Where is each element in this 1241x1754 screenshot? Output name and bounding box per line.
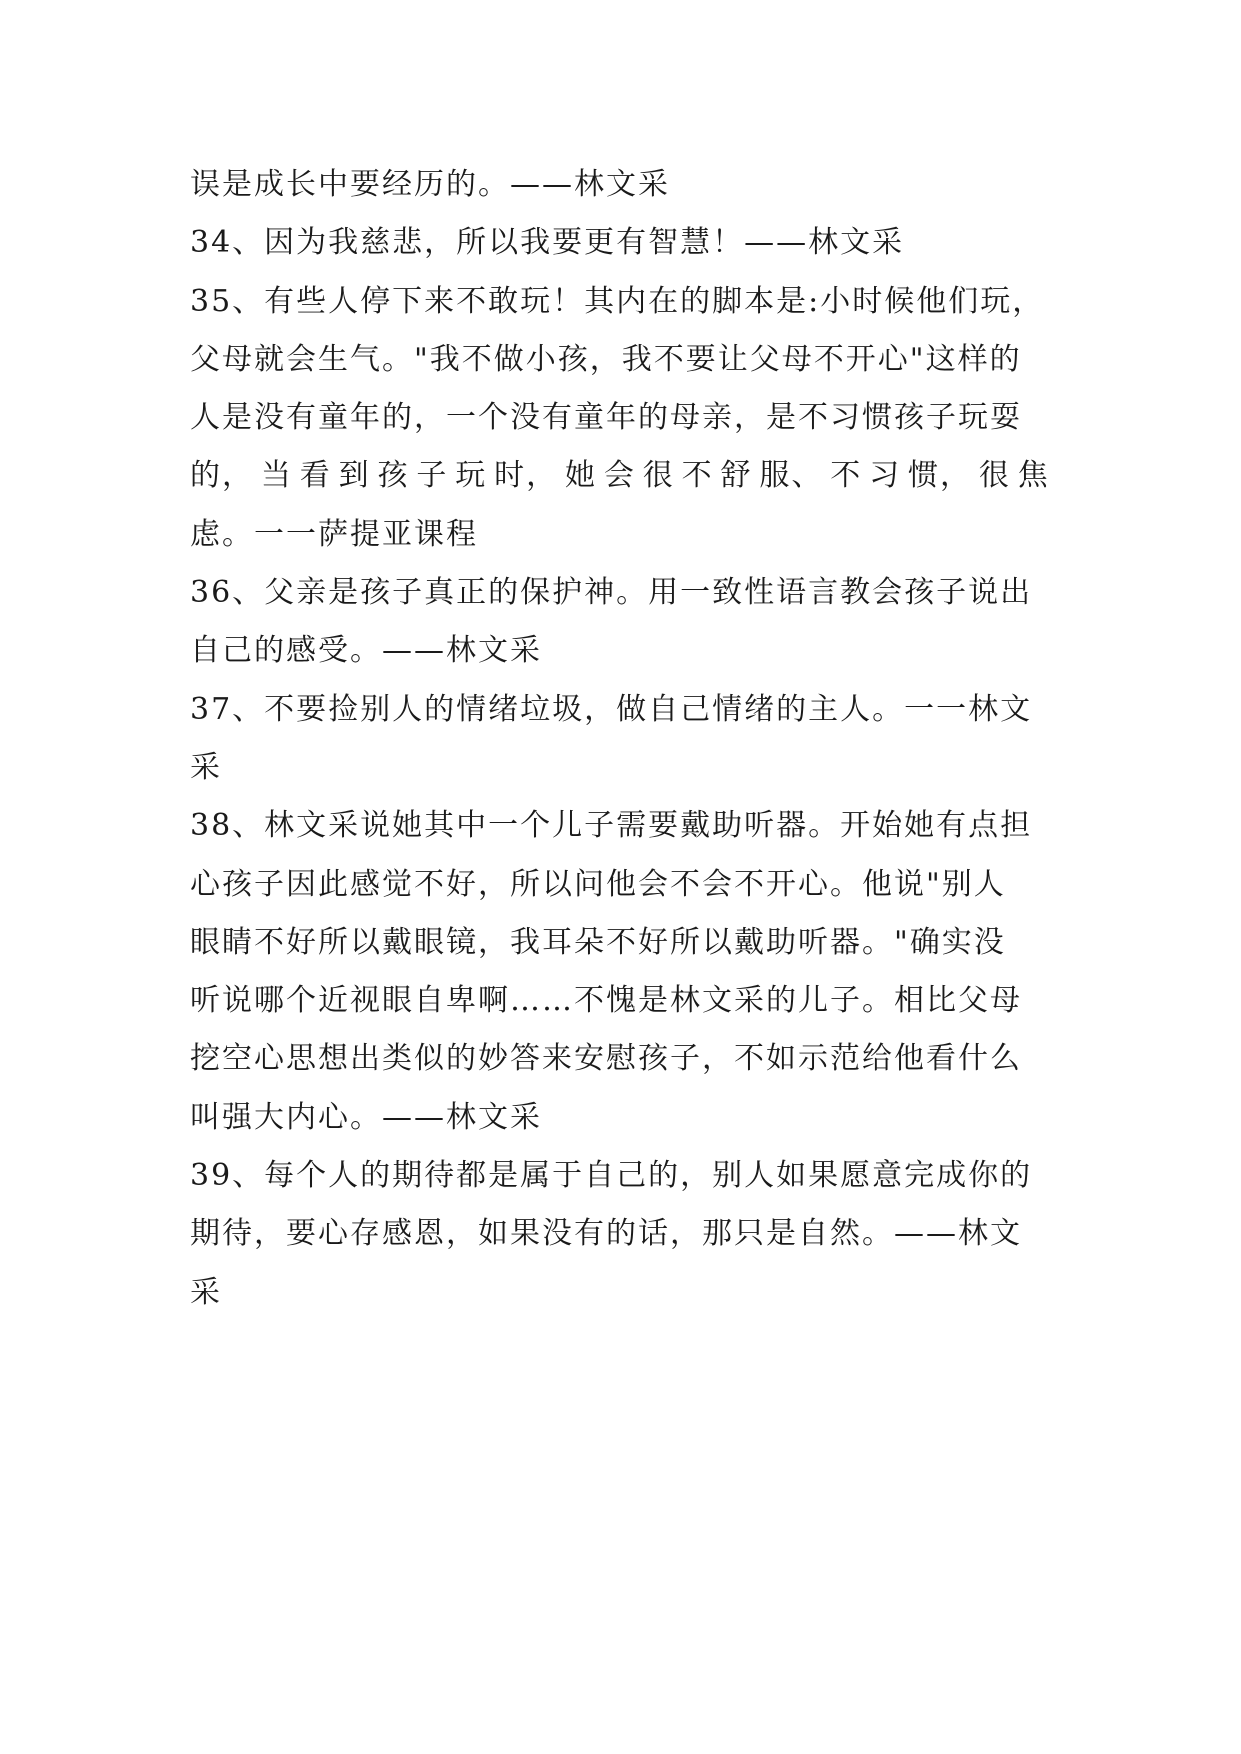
text-fragment: 很: [642, 458, 675, 494]
text-line: 叫强大内心。——林文采: [190, 1099, 542, 1135]
text-fragment: 焦: [1017, 458, 1050, 494]
text-line: 34、因为我慈悲，所以我要更有智慧！——林文采: [190, 225, 905, 261]
text-fragment: 会: [603, 458, 636, 494]
text-fragment: 当: [260, 458, 293, 494]
text-line: 38、林文采说她其中一个儿子需要戴助听器。开始她有点担: [190, 808, 1033, 844]
text-line: 虑。一一萨提亚课程: [190, 516, 478, 552]
text-fragment: 的，: [190, 458, 254, 494]
text-fragment: 不: [830, 458, 863, 494]
text-line: 36、父亲是孩子真正的保护神。用一致性语言教会孩子说出: [190, 575, 1033, 611]
text-line: 父母就会生气。"我不做小孩，我不要让父母不开心"这样的: [190, 341, 1022, 377]
text-line: 人是没有童年的，一个没有童年的母亲，是不习惯孩子玩耍: [190, 400, 1022, 436]
text-line: 自己的感受。——林文采: [190, 633, 542, 669]
text-line: 眼睛不好所以戴眼镜，我耳朵不好所以戴助听器。"确实没: [190, 924, 1006, 960]
text-fragment: 玩: [455, 458, 488, 494]
text-fragment: 时，: [494, 458, 559, 494]
text-line: 听说哪个近视眼自卑啊……不愧是林文采的儿子。相比父母: [190, 983, 1022, 1019]
text-line: 挖空心思想出类似的妙答来安慰孩子，不如示范给他看什么: [190, 1041, 1022, 1077]
text-line: 39、每个人的期待都是属于自己的，别人如果愿意完成你的: [190, 1158, 1033, 1194]
text-line: 37、不要捡别人的情绪垃圾，做自己情绪的主人。一一林文: [190, 691, 1033, 727]
text-fragment: 孩: [377, 458, 410, 494]
text-line: 心孩子因此感觉不好，所以问他会不会不开心。他说"别人: [190, 866, 1006, 902]
text-fragment: 惯，: [908, 458, 972, 494]
text-fragment: 很: [978, 458, 1011, 494]
text-fragment: 习: [869, 458, 902, 494]
text-fragment: 不: [681, 458, 714, 494]
text-line: 采: [190, 1274, 222, 1310]
text-fragment: 到: [338, 458, 371, 494]
text-fragment: 她: [565, 458, 597, 494]
text-line-justified: [190, 447, 1050, 505]
text-fragment: 舒: [720, 458, 753, 494]
text-line: 35、有些人停下来不敢玩！其内在的脚本是:小时候他们玩，: [190, 283, 1045, 319]
text-fragment: 子: [416, 458, 449, 494]
text-line: 误是成长中要经历的。——林文采: [190, 167, 670, 202]
text-fragment: 看: [299, 458, 332, 494]
text-line: 采: [190, 749, 222, 785]
text-fragment: 服、: [759, 458, 824, 494]
quote-text-block: [190, 156, 1050, 1322]
text-line: 期待，要心存感恩，如果没有的话，那只是自然。——林文: [190, 1216, 1022, 1252]
